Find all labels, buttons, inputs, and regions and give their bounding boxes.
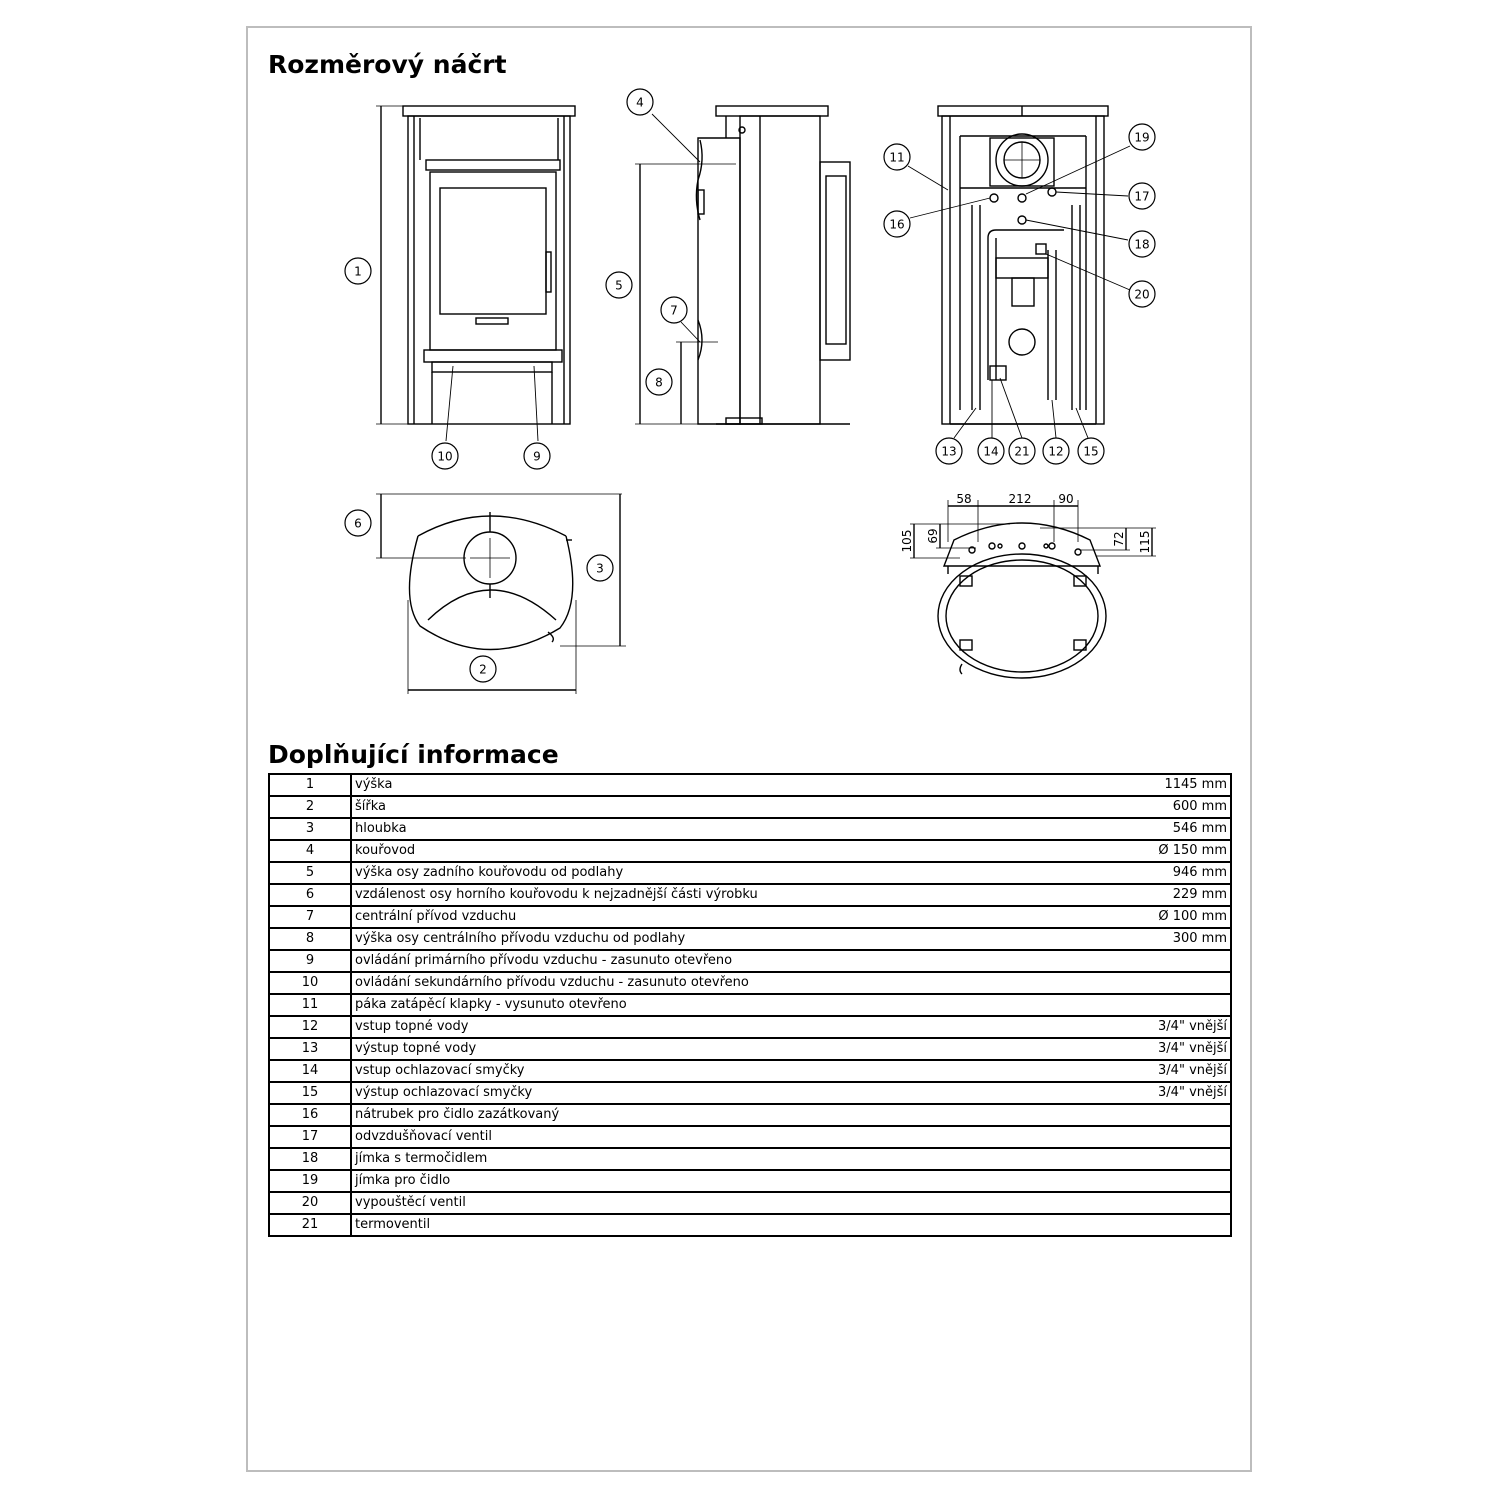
row-description: termoventil (351, 1214, 1084, 1236)
dim-58: 58 (956, 492, 972, 506)
row-number: 4 (269, 840, 351, 862)
top-view (376, 494, 626, 694)
row-description: vzdálenost osy horního kouřovodu k nejzadnější části výrobku (351, 884, 1084, 906)
row-number: 5 (269, 862, 351, 884)
row-description: jímka pro čidlo (351, 1170, 1084, 1192)
row-value (1084, 1170, 1231, 1192)
row-number: 19 (269, 1170, 351, 1192)
table-row (269, 796, 1231, 818)
callout-label: 7 (670, 303, 678, 318)
row-number: 11 (269, 994, 351, 1016)
table-row (269, 994, 1231, 1016)
sketch-title: Rozměrový náčrt (268, 50, 507, 79)
row-value: 546 mm (1084, 818, 1231, 840)
row-description: výstup ochlazovací smyčky (351, 1082, 1084, 1104)
callout-label: 18 (1134, 237, 1150, 252)
dim-212: 212 (1008, 492, 1032, 506)
row-description: kouřovod (351, 840, 1084, 862)
row-description: vypouštěcí ventil (351, 1192, 1084, 1214)
row-number: 13 (269, 1038, 351, 1060)
row-description: výška osy zadního kouřovodu od podlahy (351, 862, 1084, 884)
table-row (269, 840, 1231, 862)
row-description: výška osy centrálního přívodu vzduchu od podlahy (351, 928, 1084, 950)
callout-label: 8 (655, 375, 663, 390)
row-number: 7 (269, 906, 351, 928)
dim-72: 72 (1112, 531, 1126, 547)
row-number: 12 (269, 1016, 351, 1038)
row-value (1084, 950, 1231, 972)
row-description: nátrubek pro čidlo zazátkovaný (351, 1104, 1084, 1126)
row-value: 1145 mm (1084, 774, 1231, 796)
row-value: 600 mm (1084, 796, 1231, 818)
row-value: 3/4" vnější (1084, 1016, 1231, 1038)
row-value (1084, 1126, 1231, 1148)
dimension-sketch (0, 0, 1500, 720)
row-description: ovládání sekundárního přívodu vzduchu - zasunuto otevřeno (351, 972, 1084, 994)
table-row (269, 884, 1231, 906)
table-row (269, 1082, 1231, 1104)
table-row (269, 818, 1231, 840)
dim-90: 90 (1058, 492, 1074, 506)
row-number: 1 (269, 774, 351, 796)
table-row (269, 1214, 1231, 1236)
row-value: 300 mm (1084, 928, 1231, 950)
table-row (269, 906, 1231, 928)
row-number: 17 (269, 1126, 351, 1148)
callout-label: 21 (1014, 444, 1030, 459)
row-description: páka zatápěcí klapky - vysunuto otevřeno (351, 994, 1084, 1016)
table-row (269, 972, 1231, 994)
row-number: 20 (269, 1192, 351, 1214)
table-row (269, 774, 1231, 796)
row-description: vstup topné vody (351, 1016, 1084, 1038)
row-number: 21 (269, 1214, 351, 1236)
row-value: 3/4" vnější (1084, 1060, 1231, 1082)
bottom-detail-view (910, 500, 1156, 678)
row-number: 18 (269, 1148, 351, 1170)
front-view (376, 106, 575, 441)
row-value: 3/4" vnější (1084, 1038, 1231, 1060)
table-row (269, 1060, 1231, 1082)
callout-label: 1 (354, 264, 362, 279)
table-row (269, 1148, 1231, 1170)
table-row (269, 1126, 1231, 1148)
table-row (269, 1192, 1231, 1214)
row-description: odvzdušňovací ventil (351, 1126, 1084, 1148)
table-row (269, 1016, 1231, 1038)
row-value: 946 mm (1084, 862, 1231, 884)
dim-105: 105 (900, 529, 914, 553)
row-description: centrální přívod vzduchu (351, 906, 1084, 928)
row-value: 229 mm (1084, 884, 1231, 906)
dim-115: 115 (1138, 530, 1152, 554)
row-number: 14 (269, 1060, 351, 1082)
callout-label: 15 (1083, 444, 1099, 459)
callout-label: 17 (1134, 189, 1150, 204)
rear-view (908, 106, 1130, 438)
row-description: šířka (351, 796, 1084, 818)
callout-label: 12 (1048, 444, 1064, 459)
table-row (269, 950, 1231, 972)
row-number: 6 (269, 884, 351, 906)
callout-label: 5 (615, 278, 623, 293)
row-description: hloubka (351, 818, 1084, 840)
callout-label: 9 (533, 449, 541, 464)
callout-label: 13 (941, 444, 957, 459)
row-number: 9 (269, 950, 351, 972)
dim-69: 69 (926, 528, 940, 544)
row-number: 2 (269, 796, 351, 818)
callout-label: 14 (983, 444, 999, 459)
row-value (1084, 1192, 1231, 1214)
table-row (269, 1104, 1231, 1126)
row-number: 10 (269, 972, 351, 994)
row-number: 15 (269, 1082, 351, 1104)
row-number: 16 (269, 1104, 351, 1126)
row-value (1084, 1104, 1231, 1126)
callout-label: 2 (479, 662, 487, 677)
row-description: ovládání primárního přívodu vzduchu - zasunuto otevřeno (351, 950, 1084, 972)
callout-label: 10 (437, 449, 453, 464)
callout-label: 6 (354, 516, 362, 531)
table-row (269, 928, 1231, 950)
row-number: 3 (269, 818, 351, 840)
table-row (269, 1170, 1231, 1192)
callout-label: 20 (1134, 287, 1150, 302)
row-description: jímka s termočidlem (351, 1148, 1084, 1170)
table-row (269, 1038, 1231, 1060)
row-value (1084, 1148, 1231, 1170)
row-description: výstup topné vody (351, 1038, 1084, 1060)
callout-label: 19 (1134, 130, 1150, 145)
row-description: výška (351, 774, 1084, 796)
callout-label: 11 (889, 150, 905, 165)
row-value: 3/4" vnější (1084, 1082, 1231, 1104)
row-description: vstup ochlazovací smyčky (351, 1060, 1084, 1082)
row-value: Ø 100 mm (1084, 906, 1231, 928)
info-title: Doplňující informace (268, 740, 559, 769)
row-number: 8 (269, 928, 351, 950)
row-value (1084, 994, 1231, 1016)
info-table (268, 773, 1232, 1237)
callout-label: 3 (596, 561, 604, 576)
table-row (269, 862, 1231, 884)
row-value: Ø 150 mm (1084, 840, 1231, 862)
callout-label: 16 (889, 217, 905, 232)
callout-label: 4 (636, 95, 644, 110)
row-value (1084, 1214, 1231, 1236)
row-value (1084, 972, 1231, 994)
